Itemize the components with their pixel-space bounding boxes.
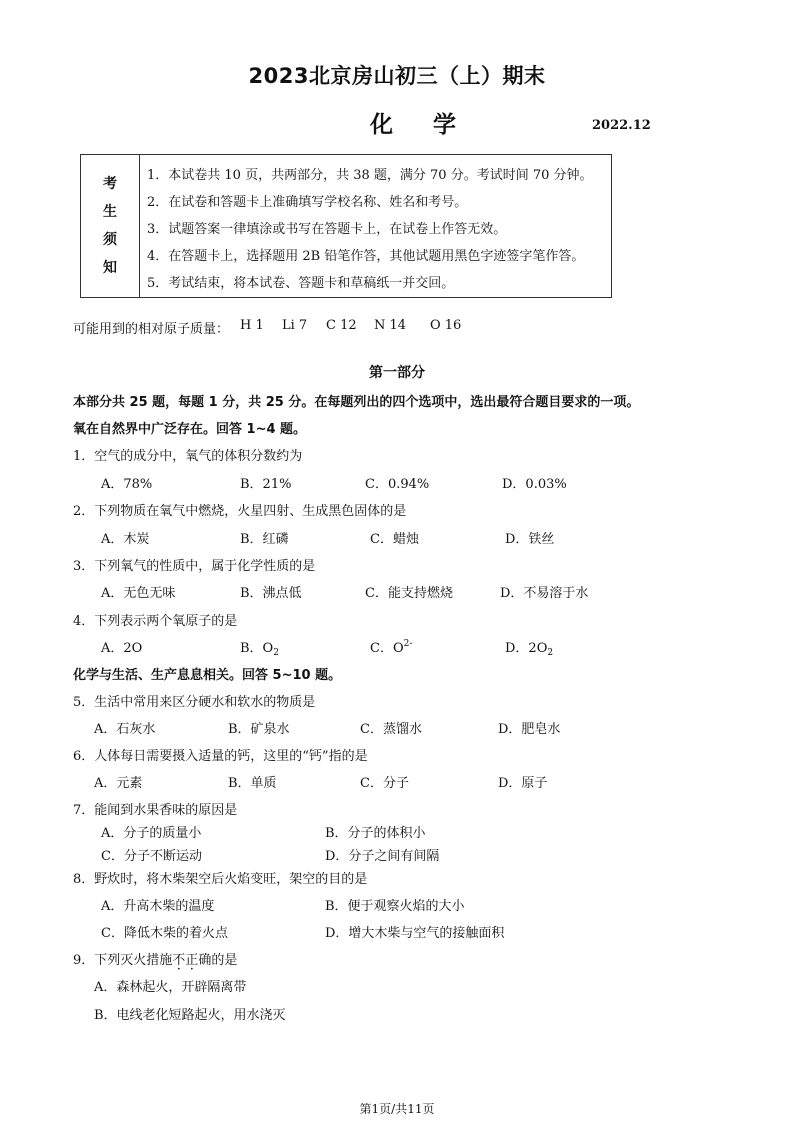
question-stem: 8．野炊时，将木柴架空后火焰变旺，架空的目的是: [73, 872, 368, 887]
option: D．原子: [498, 776, 548, 791]
notice-box: [80, 154, 612, 298]
part-instructions: 本部分共 25 题，每题 1 分，共 25 分。在每题列出的四个选项中，选出最符合题目要求的一项。: [73, 395, 640, 410]
atomic-mass-value: N 14: [374, 318, 407, 333]
option: A．元素: [94, 776, 143, 791]
option: D．0.03%: [502, 477, 567, 492]
question-stem: 2．下列物质在氧气中燃烧，火星四射、生成黑色固体的是: [73, 504, 407, 519]
emphasis-char: 不: [172, 953, 186, 968]
group-intro: 化学与生活、生产息息相关。回答 5~10 题。: [73, 668, 342, 683]
question-stem: 4．下列表示两个氧原子的是: [73, 614, 238, 629]
notice-label: [81, 155, 140, 297]
question-stem: 6．人体每日需要摄入适量的钙，这里的“钙”指的是: [73, 749, 368, 764]
question-stem: 3．下列氧气的性质中，属于化学性质的是: [73, 559, 316, 574]
question-stem: 1．空气的成分中，氧气的体积分数约为: [73, 449, 303, 464]
option: B．便于观察火焰的大小: [325, 899, 465, 914]
option: D．分子之间有间隔: [325, 849, 440, 864]
option: C．蜡烛: [370, 532, 419, 547]
option: A．分子的质量小: [101, 826, 202, 841]
atomic-mass-label: 可能用到的相对原子质量：: [73, 322, 230, 337]
section-heading: 第一部分: [369, 365, 425, 381]
option: D．铁丝: [505, 532, 555, 547]
notice-label-char: 考: [103, 176, 117, 192]
option: B．红磷: [240, 532, 289, 547]
notice-label-char: 知: [103, 260, 117, 276]
option: B．单质: [228, 776, 277, 791]
question-stem: 9．下列灭火措施不正确的是: [73, 953, 238, 968]
notice-label-char: 生: [103, 204, 117, 220]
group-intro: 氧在自然界中广泛存在。回答 1~4 题。: [73, 422, 307, 437]
page-footer: 第1页/共11页: [359, 1102, 435, 1116]
notice-label-char: 须: [103, 232, 117, 248]
notice-item: 5．考试结束，将本试卷、答题卡和草稿纸一并交回。: [147, 276, 455, 291]
option: A．78%: [101, 477, 153, 492]
exam-date: 2022.12: [592, 118, 651, 133]
option: D．$2O_2$: [505, 641, 554, 658]
option: C．0.94%: [365, 477, 430, 492]
question-stem: 5．生活中常用来区分硬水和软水的物质是: [73, 695, 316, 710]
notice-item: 4．在答题卡上，选择题用 2B 铅笔作答，其他试题用黑色字迹签字笔作答。: [147, 249, 585, 264]
option: C．分子: [360, 776, 409, 791]
option: D．增大木柴与空气的接触面积: [325, 926, 505, 941]
page-title: 2023北京房山初三（上）期末: [248, 64, 546, 88]
option: C．蒸馏水: [360, 722, 422, 737]
option: A．石灰水: [94, 722, 156, 737]
option: A．木炭: [101, 532, 150, 547]
atomic-mass-value: O 16: [430, 318, 462, 333]
atomic-mass-value: C 12: [326, 318, 357, 333]
atomic-mass-value: H 1: [240, 318, 264, 333]
option: C．$O^{2-}$: [370, 639, 413, 656]
option: D．不易溶于水: [500, 586, 589, 601]
option: B．$O_2$: [240, 641, 279, 658]
question-stem: 7．能闻到水果香味的原因是: [73, 803, 238, 818]
notice-item: 2．在试卷和答题卡上准确填写学校名称、姓名和考号。: [147, 195, 468, 210]
option: A．森林起火，开辟隔离带: [94, 980, 247, 995]
notice-item: 1．本试卷共 10 页，共两部分，共 38 题，满分 70 分。考试时间 70 分钟。: [147, 168, 593, 183]
option: B．沸点低: [240, 586, 302, 601]
option: B．分子的体积小: [325, 826, 426, 841]
option: C．分子不断运动: [101, 849, 202, 864]
option: B．矿泉水: [228, 722, 290, 737]
option: C．降低木柴的着火点: [101, 926, 228, 941]
atomic-mass-value: Li 7: [282, 318, 308, 333]
option: D．肥皂水: [498, 722, 561, 737]
option: C．能支持燃烧: [365, 586, 453, 601]
option: A．升高木柴的温度: [101, 899, 215, 914]
notice-item: 3．试题答案一律填涂或书写在答题卡上，在试卷上作答无效。: [147, 222, 507, 237]
option: A．2O: [101, 641, 143, 656]
option: A．无色无味: [101, 586, 176, 601]
emphasis-char: 正: [185, 953, 199, 968]
option: B．21%: [240, 477, 292, 492]
option: B．电线老化短路起火，用水浇灭: [94, 1008, 286, 1023]
subject-title: 化学: [370, 111, 496, 138]
